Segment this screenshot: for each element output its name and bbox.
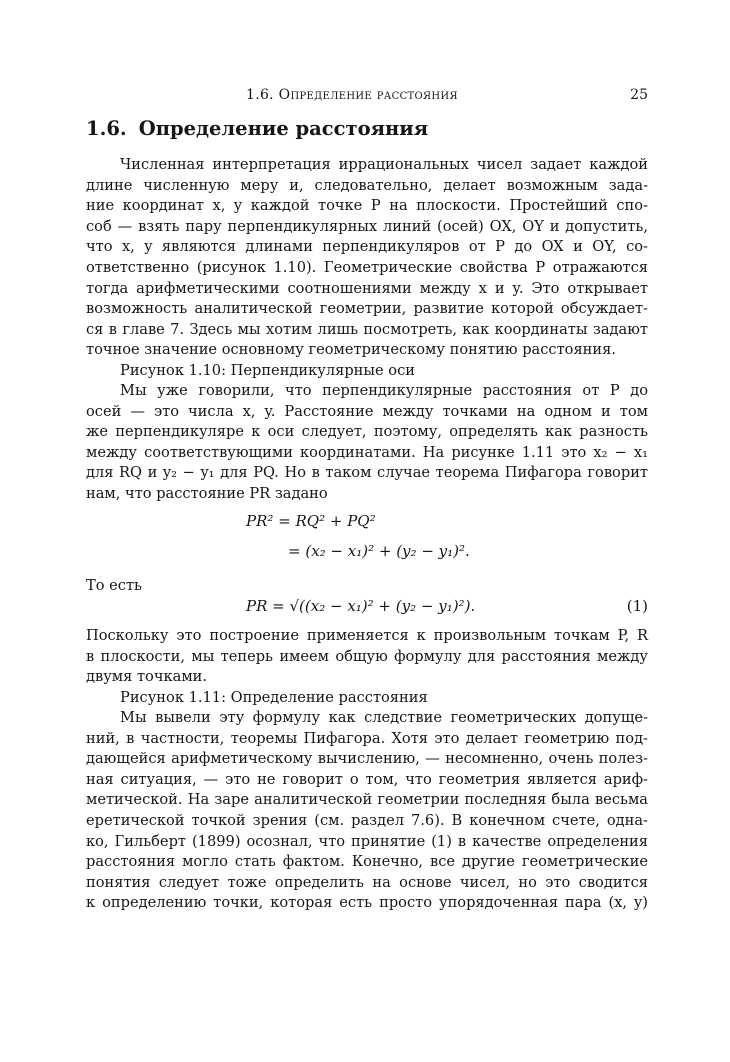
- text-line: тогда арифметическими соотношениями между x и y. Это открывает: [86, 279, 648, 297]
- paragraph-2: [86, 381, 648, 505]
- text-line: что x, y являются длинами перпендикуляров от P до OX и OY, со-: [86, 238, 648, 256]
- text-line: возможность аналитической геометрии, развитие которой обсуждает-: [86, 300, 648, 318]
- text-line: Мы вывели эту формулу как следствие геометрических допуще-: [120, 709, 648, 726]
- text-line: к определению точки, которая есть просто упорядоченная пара (x, y): [86, 894, 648, 912]
- section-heading: [86, 116, 428, 142]
- text-line: нам, что расстояние PR задано: [86, 484, 328, 502]
- running-head-title: 1.6. Определение расстояния: [246, 87, 458, 103]
- text-line: понятия следует тоже определить на основе чисел, но это сводится: [86, 873, 648, 891]
- text-line: ко, Гильберт (1899) осознал, что принятие (1) в качестве определения: [86, 832, 648, 850]
- text-line: расстояния могло стать фактом. Конечно, все другие геометрические: [86, 853, 648, 871]
- text-line: Мы уже говорили, что перпендикулярные расстояния от P до: [120, 382, 648, 399]
- text-line: Поскольку это построение применяется к произвольным точкам P, R: [86, 627, 648, 644]
- text-line: метической. На заре аналитической геометрии последняя была весьма: [86, 791, 648, 809]
- paragraph-4: [86, 708, 648, 914]
- text-line: ся в главе 7. Здесь мы хотим лишь посмотреть, как координаты задают: [86, 320, 648, 338]
- section-title: Определение расстояния: [138, 117, 429, 140]
- text-line: двумя точками.: [86, 668, 208, 686]
- section-number: 1.6.: [86, 117, 127, 140]
- figure-caption-1-10: Рисунок 1.10: Перпендикулярные оси: [120, 362, 415, 379]
- paragraph-1: [86, 155, 648, 361]
- display-equation-pythagoras: [86, 510, 648, 570]
- figure-caption-1-11: Рисунок 1.11: Определение расстояния: [120, 689, 428, 706]
- text-line: Численная интерпретация иррациональных чисел задает каждой: [120, 156, 648, 173]
- text-line: ние координат x, y каждой точке P на плоскости. Простейший спо-: [86, 197, 648, 215]
- page-number: 25: [630, 87, 648, 103]
- text-line: для RQ и y₂ − y₁ для PQ. Но в таком случае теорема Пифагора говорит: [86, 464, 648, 482]
- display-equation-1: [86, 595, 648, 621]
- equation-line-2: = (x₂ − x₁)² + (y₂ − y₁)².: [288, 542, 470, 560]
- text-line: же перпендикуляре к оси следует, поэтому, определять как разность: [86, 423, 648, 441]
- text-line: То есть: [86, 577, 142, 594]
- text-line: между соответствующими координатами. На рисунке 1.11 это x₂ − x₁: [86, 443, 648, 461]
- text-line: осей — это числа x, y. Расстояние между точками на одном и том: [86, 402, 648, 420]
- text-line: в плоскости, мы теперь имеем общую формулу для расстояния между: [86, 647, 648, 665]
- paragraph-3: [86, 626, 648, 688]
- equation-line-1: PR² = RQ² + PQ²: [246, 512, 376, 530]
- text-line: еретической точкой зрения (см. раздел 7.6). В конечном счете, одна-: [86, 811, 648, 829]
- that-is-text: [86, 576, 648, 597]
- text-line: соб — взять пару перпендикулярных линий (осей) OX, OY и допустить,: [86, 217, 648, 235]
- text-line: ответственно (рисунок 1.10). Геометрические свойства P отражаются: [86, 258, 648, 276]
- text-line: ная ситуация, — это не говорит о том, что геометрия является ариф-: [86, 770, 648, 788]
- distance-formula: PR = √((x₂ − x₁)² + (y₂ − y₁)²).: [246, 597, 476, 615]
- text-line: точное значение основному геометрическому понятию расстояния.: [86, 341, 616, 359]
- text-line: ний, в частности, теоремы Пифагора. Хотя это делает геометрию под-: [86, 729, 648, 747]
- equation-number: (1): [626, 597, 648, 615]
- text-line: дающейся арифметическому вычислению, — несомненно, очень полез-: [86, 750, 648, 768]
- text-line: длине численную меру и, следовательно, делает возможным зада-: [86, 176, 648, 194]
